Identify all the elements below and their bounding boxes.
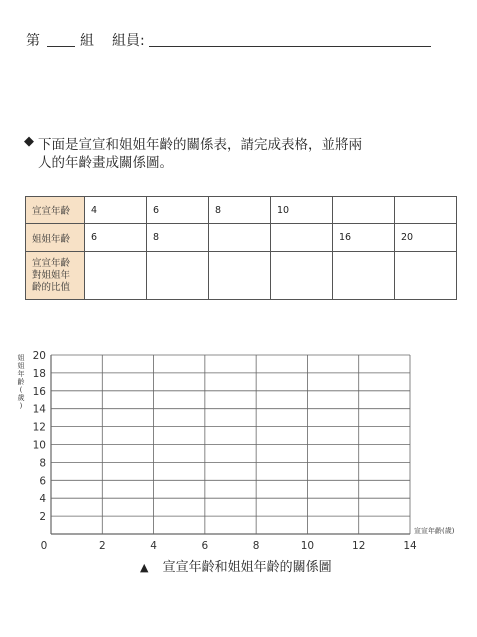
- y-tick-label: 16: [32, 385, 46, 398]
- y-tick-label: 10: [32, 439, 46, 452]
- table-row-ratio: [26, 252, 457, 300]
- x-tick-label: 0: [40, 540, 48, 552]
- y-tick-label: 18: [32, 367, 46, 380]
- table-cell-input[interactable]: [271, 252, 333, 300]
- table-cell: 16: [333, 224, 395, 252]
- bullet-diamond-icon: ◆: [24, 134, 34, 149]
- y-axis-label-char: 齡: [17, 378, 25, 386]
- table-cell-input[interactable]: [209, 224, 271, 252]
- y-tick-label: 20: [32, 350, 46, 362]
- table-cell-input[interactable]: [333, 197, 395, 224]
- x-tick-label: 4: [150, 540, 157, 552]
- table-cell-input[interactable]: [85, 252, 147, 300]
- group-number-blank[interactable]: [47, 46, 75, 47]
- y-tick-label: 2: [39, 511, 46, 524]
- age-relation-chart[interactable]: [0, 340, 477, 555]
- question-line-1: 下面是宣宣和姐姐年齡的關係表，請完成表格，並將兩: [38, 137, 362, 153]
- x-tick-label: 6: [201, 540, 209, 552]
- table-cell-input[interactable]: [271, 224, 333, 252]
- table-cell: 6: [147, 197, 209, 224]
- row-header-sister-age: 姐姐年齡: [26, 224, 85, 252]
- y-axis-label-char: 姐: [17, 354, 25, 362]
- x-tick-labels: [41, 540, 417, 552]
- x-tick-label: 8: [252, 540, 260, 552]
- group-number-label: 第: [26, 33, 40, 49]
- members-blank[interactable]: [149, 46, 431, 47]
- caption-text: 宣宣年齡和姐姐年齡的關係圖: [162, 560, 332, 575]
- y-tick-label: 12: [32, 421, 46, 434]
- y-tick-label: 4: [39, 493, 46, 506]
- row-header-ratio: [26, 252, 85, 300]
- x-axis-label: 宣宣年齡(歲): [414, 527, 455, 535]
- y-axis-label-char: ): [19, 402, 23, 410]
- table-row-xuanxuan-age: [26, 197, 457, 224]
- y-axis-label-char: 年: [17, 370, 25, 378]
- y-axis-label-char: (: [19, 386, 23, 394]
- y-tick-label: 14: [32, 403, 46, 416]
- row-header-xuanxuan-age: 宣宣年齡: [26, 197, 85, 224]
- y-tick-label: 8: [39, 457, 46, 470]
- question-line-2: 人的年齡畫成關係圖。: [38, 155, 173, 171]
- y-axis-label-char: 姐: [17, 362, 25, 370]
- table-cell: 20: [395, 224, 457, 252]
- table-cell: 4: [85, 197, 147, 224]
- members-label: 組員:: [112, 33, 145, 49]
- table-cell: 10: [271, 197, 333, 224]
- age-relation-table: [25, 196, 457, 300]
- chart-caption: [140, 556, 332, 575]
- y-tick-label: 6: [39, 475, 46, 488]
- table-cell-input[interactable]: [147, 252, 209, 300]
- y-tick-labels: [33, 350, 47, 523]
- table-cell-input[interactable]: [395, 252, 457, 300]
- group-suffix-label: 組: [80, 33, 94, 49]
- table-row-sister-age: [26, 224, 457, 252]
- table-cell-input[interactable]: [395, 197, 457, 224]
- table-cell-input[interactable]: [209, 252, 271, 300]
- x-tick-label: 12: [352, 540, 366, 552]
- table-cell: 8: [147, 224, 209, 252]
- y-axis-label: [18, 353, 25, 410]
- grid-horizontal-lines: [51, 355, 410, 534]
- table-cell: 6: [85, 224, 147, 252]
- triangle-marker-icon: ▲: [140, 561, 149, 574]
- row-header-ratio-line: 宣宣年齡: [32, 257, 71, 269]
- table-cell-input[interactable]: [333, 252, 395, 300]
- table-cell: 8: [209, 197, 271, 224]
- x-tick-label: 14: [403, 540, 417, 552]
- x-tick-label: 10: [300, 540, 315, 552]
- y-axis-label-char: 歲: [17, 394, 25, 402]
- row-header-ratio-line: 對姐姐年: [32, 269, 71, 281]
- x-tick-label: 2: [98, 540, 106, 552]
- row-header-ratio-line: 齡的比值: [32, 281, 71, 293]
